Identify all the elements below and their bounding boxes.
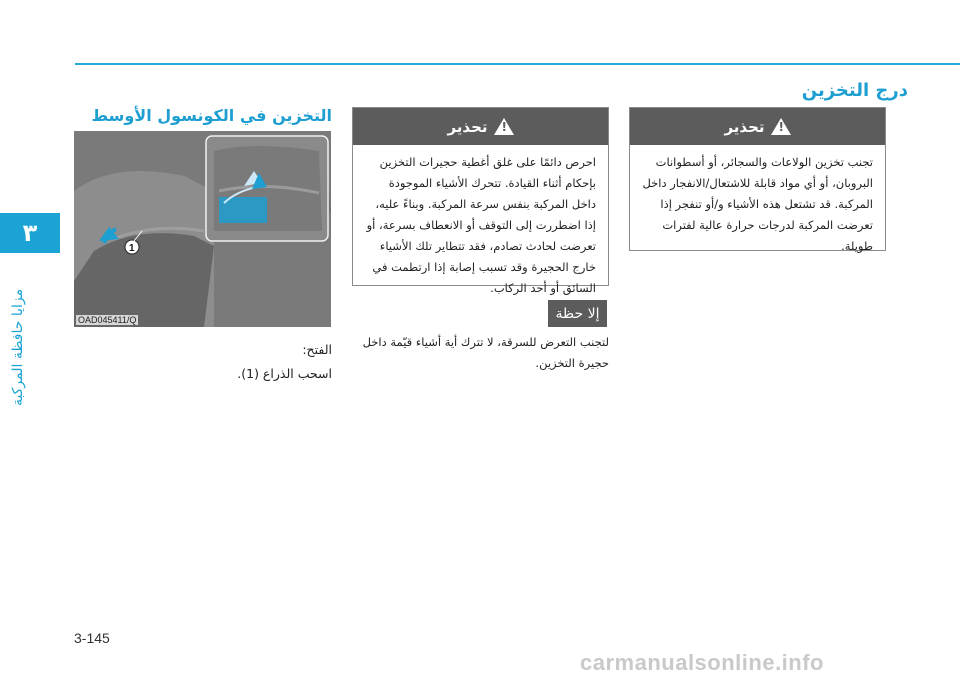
center-console-figure (74, 131, 331, 327)
caution-label: إلا حظة (548, 300, 607, 327)
callout-number: 1 (129, 243, 135, 254)
warning-box-right (629, 107, 886, 251)
open-instruction: اسحب الذراع (1). (237, 366, 332, 381)
page-number: 3-145 (74, 630, 110, 646)
warning-text: تجنب تخزين الولاعات والسجائر، أو أسطوانات البروبان، أو أي مواد قابلة للاشتعال/الانفجار داخل المركبة. قد تشتعل هذه الأشياء و/أو تنفجر إذا تعرضت المركبة لدرجات حرارة عالية لفترات طويلة. (642, 155, 873, 253)
warning-triangle-icon: ! (494, 118, 514, 135)
top-rule (75, 63, 960, 65)
chapter-number: ٣ (22, 219, 38, 247)
warning-body (353, 145, 608, 305)
warning-body (630, 145, 885, 263)
chapter-title: مزايا حافظة المركبة (10, 288, 26, 406)
section-title: درج التخزين (801, 80, 908, 101)
caution-text: لتجنب التعرض للسرقة، لا تترك أية أشياء قيّمة داخل حجيرة التخزين. (362, 335, 609, 370)
warning-header (353, 108, 608, 145)
watermark: carmanualsonline.info (580, 650, 824, 675)
chapter-tab (0, 213, 60, 253)
subsection-title: التخزين في الكونسول الأوسط (91, 106, 332, 125)
warning-header (630, 108, 885, 145)
warning-header-label: تحذير (447, 117, 488, 136)
warning-triangle-icon: ! (771, 118, 791, 135)
warning-box-middle (352, 107, 609, 295)
open-label: الفتح: (302, 342, 332, 357)
center-console-illustration (74, 131, 331, 327)
figure-code: OAD045411/Q (78, 315, 137, 325)
warning-text: احرص دائمًا على غلق أغطية حجيرات التخزين بإحكام أثناء القيادة. تتحرك الأشياء الموجودة داخل المركبة بنفس سرعة المركبة. وبناءً عليه، إذا اضطررت إلى التوقف أو الانعطاف بسرعة، أو تعرضت لحادث تصادم، فقد تتطاير تلك الأشياء خارج الحجيرة وقد تسبب إصابة إذا ارتطمت في السائق أو أحد الركاب. (366, 155, 596, 295)
warning-header-label: تحذير (724, 117, 765, 136)
